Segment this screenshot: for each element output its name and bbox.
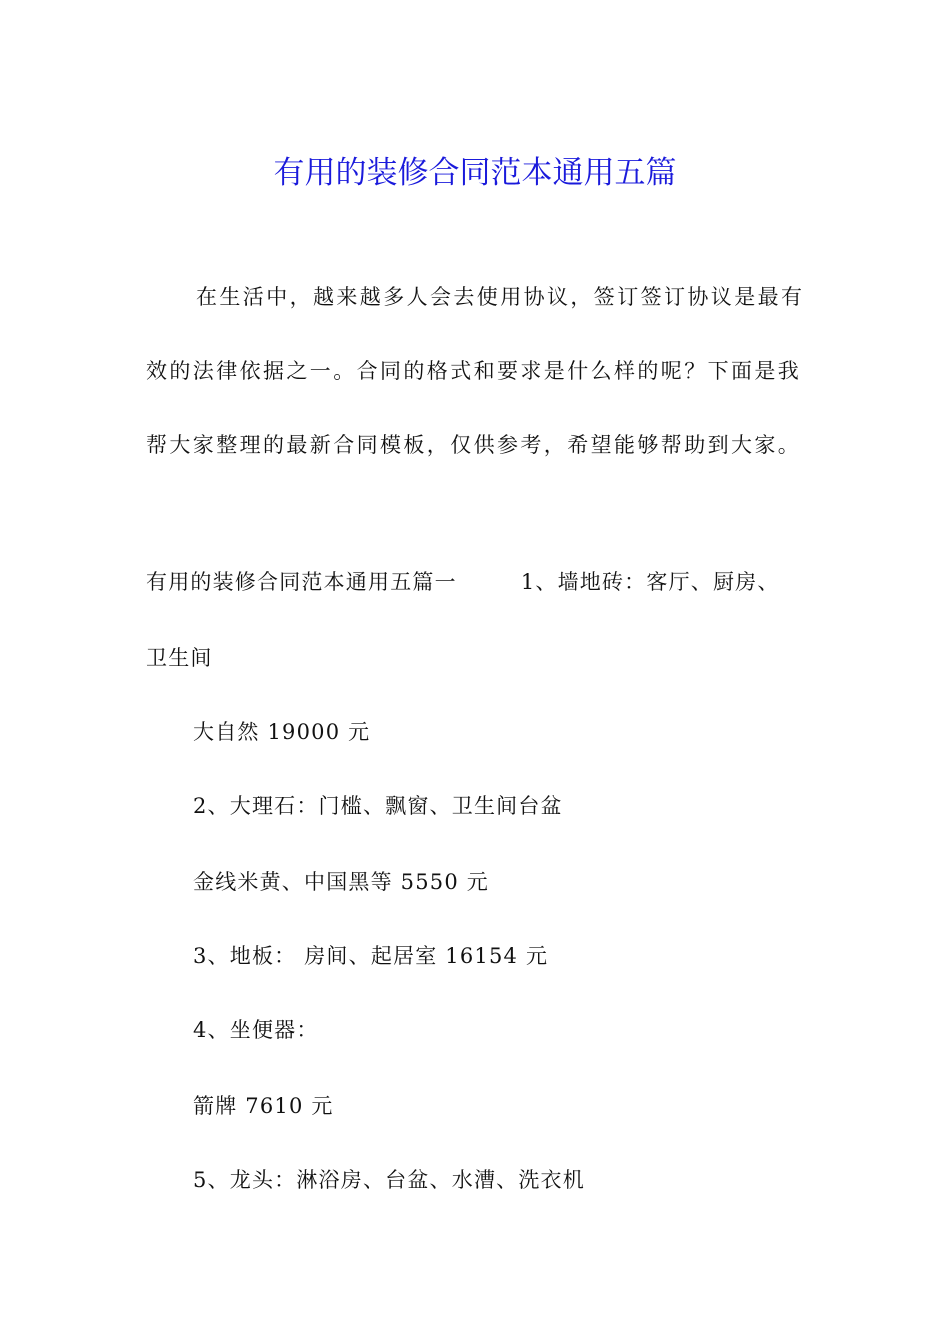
item5-heading: 5、龙头：淋浴房、台盆、水漕、洗衣机	[193, 1168, 585, 1192]
item4-heading: 4、坐便器：	[193, 1018, 319, 1042]
item3-heading: 3、地板： 房间、起居室 16154 元	[193, 944, 549, 968]
item4-detail: 箭牌 7610 元	[193, 1094, 334, 1118]
section-heading: 有用的装修合同范本通用五篇一	[146, 570, 457, 594]
item2-detail: 金线米黄、中国黑等 5550 元	[193, 870, 489, 894]
item1-heading-continued: 卫生间	[146, 646, 213, 670]
section-heading-line	[146, 558, 780, 606]
item2-heading: 2、大理石：门槛、飘窗、卫生间台盆	[193, 794, 563, 818]
item1-detail: 大自然 19000 元	[193, 720, 371, 744]
document-title: 有用的装修合同范本通用五篇	[273, 154, 677, 191]
item1-heading: 1、墙地砖：客厅、厨房、	[520, 570, 780, 594]
intro-paragraph: 在生活中，越来越多人会去使用协议，签订签订协议是最有效的法律依据之一。合同的格式和要求是什么样的呢？下面是我帮大家整理的最新合同模板，仅供参考，希望能够帮助到大家。	[146, 285, 805, 457]
